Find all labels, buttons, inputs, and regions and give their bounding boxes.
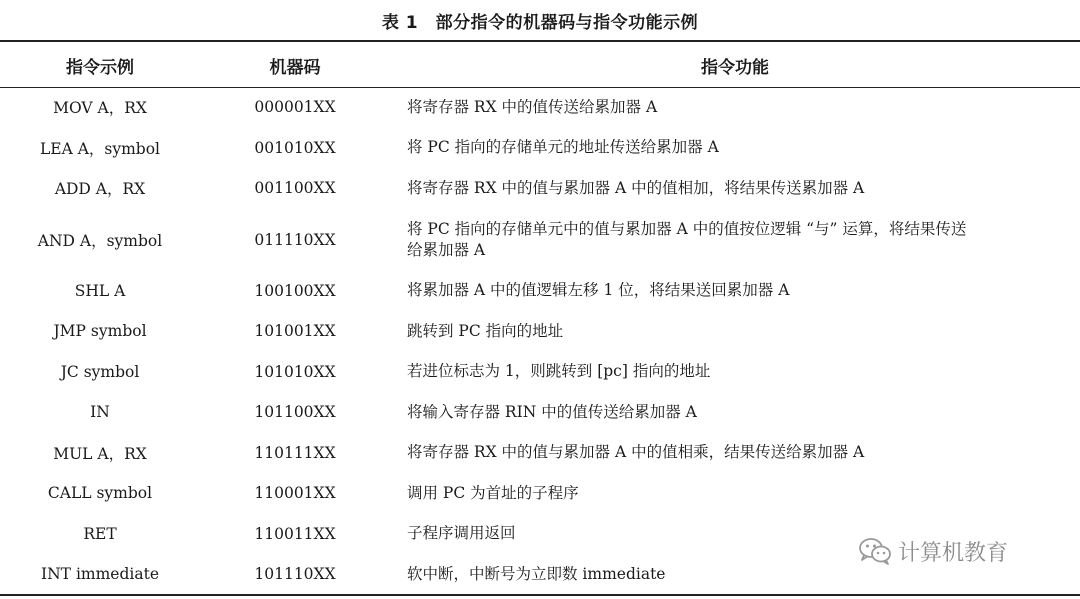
code-cell: 101110XX — [254, 565, 336, 584]
example-cell: MUL A，RX — [53, 444, 147, 463]
table-row — [0, 352, 1080, 393]
bottom-rule — [0, 594, 1080, 596]
example-cell: IN — [90, 403, 110, 422]
code-cell: 001100XX — [254, 179, 336, 198]
header-example: 指令示例 — [66, 58, 134, 78]
code-cell: 000001XX — [254, 98, 336, 117]
header-machine-code: 机器码 — [269, 58, 321, 78]
example-cell: JMP symbol — [53, 322, 147, 341]
watermark-text: 计算机教育 — [898, 540, 1009, 566]
function-cell — [407, 209, 1072, 271]
header-function: 指令功能 — [701, 58, 769, 78]
code-cell: 110011XX — [254, 524, 336, 543]
function-cell: 将寄存器 RX 中的值与累加器 A 中的值相乘，结果传送给累加器 A — [407, 443, 865, 462]
example-cell: INT immediate — [41, 565, 159, 584]
table-row — [0, 87, 1080, 128]
function-cell: 将 PC 指向的存储单元的地址传送给累加器 A — [407, 138, 719, 157]
table-row — [0, 168, 1080, 209]
example-cell: ADD A，RX — [54, 180, 146, 199]
example-cell: MOV A，RX — [53, 99, 147, 118]
code-cell: 110111XX — [254, 443, 336, 462]
function-cell: 若进位标志为 1，则跳转到 [pc] 指向的地址 — [407, 362, 711, 381]
function-cell: 将寄存器 RX 中的值与累加器 A 中的值相加，将结果传送累加器 A — [407, 178, 865, 197]
function-cell: 软中断，中断号为立即数 immediate — [407, 564, 666, 583]
example-cell: SHL A — [74, 281, 126, 300]
table-body — [0, 87, 1080, 595]
example-cell: RET — [83, 524, 117, 543]
code-cell: 110001XX — [254, 484, 336, 503]
example-cell: JC symbol — [60, 362, 140, 381]
table-caption: 表 1 部分指令的机器码与指令功能示例 — [381, 13, 699, 33]
watermark — [858, 531, 1008, 571]
table-row — [0, 392, 1080, 433]
function-line: 给累加器 A — [407, 240, 486, 259]
table-row — [0, 473, 1080, 514]
table-row — [0, 311, 1080, 352]
wechat-icon — [858, 536, 892, 566]
function-cell: 子程序调用返回 — [407, 524, 516, 543]
code-cell: 100100XX — [254, 281, 336, 300]
function-cell: 调用 PC 为首址的子程序 — [407, 483, 579, 502]
function-cell: 将输入寄存器 RIN 中的值传送给累加器 A — [407, 402, 697, 421]
table-row — [0, 209, 1080, 271]
code-cell: 101010XX — [254, 362, 336, 381]
code-cell: 101001XX — [254, 322, 336, 341]
table-row — [0, 433, 1080, 474]
table-header — [0, 40, 1080, 87]
function-cell: 跳转到 PC 指向的地址 — [407, 321, 564, 340]
function-line: 将 PC 指向的存储单元中的值与累加器 A 中的值按位逻辑 “与” 运算，将结果传送 — [407, 219, 967, 238]
code-cell: 001010XX — [254, 138, 336, 157]
table-row — [0, 271, 1080, 312]
code-cell: 011110XX — [254, 230, 336, 249]
code-cell: 101100XX — [254, 403, 336, 422]
example-cell: AND A，symbol — [37, 231, 163, 250]
function-cell: 将累加器 A 中的值逻辑左移 1 位，将结果送回累加器 A — [407, 281, 790, 300]
table-row — [0, 128, 1080, 169]
example-cell: CALL symbol — [47, 484, 153, 503]
function-cell: 将寄存器 RX 中的值传送给累加器 A — [407, 97, 658, 116]
example-cell: LEA A，symbol — [39, 139, 161, 158]
